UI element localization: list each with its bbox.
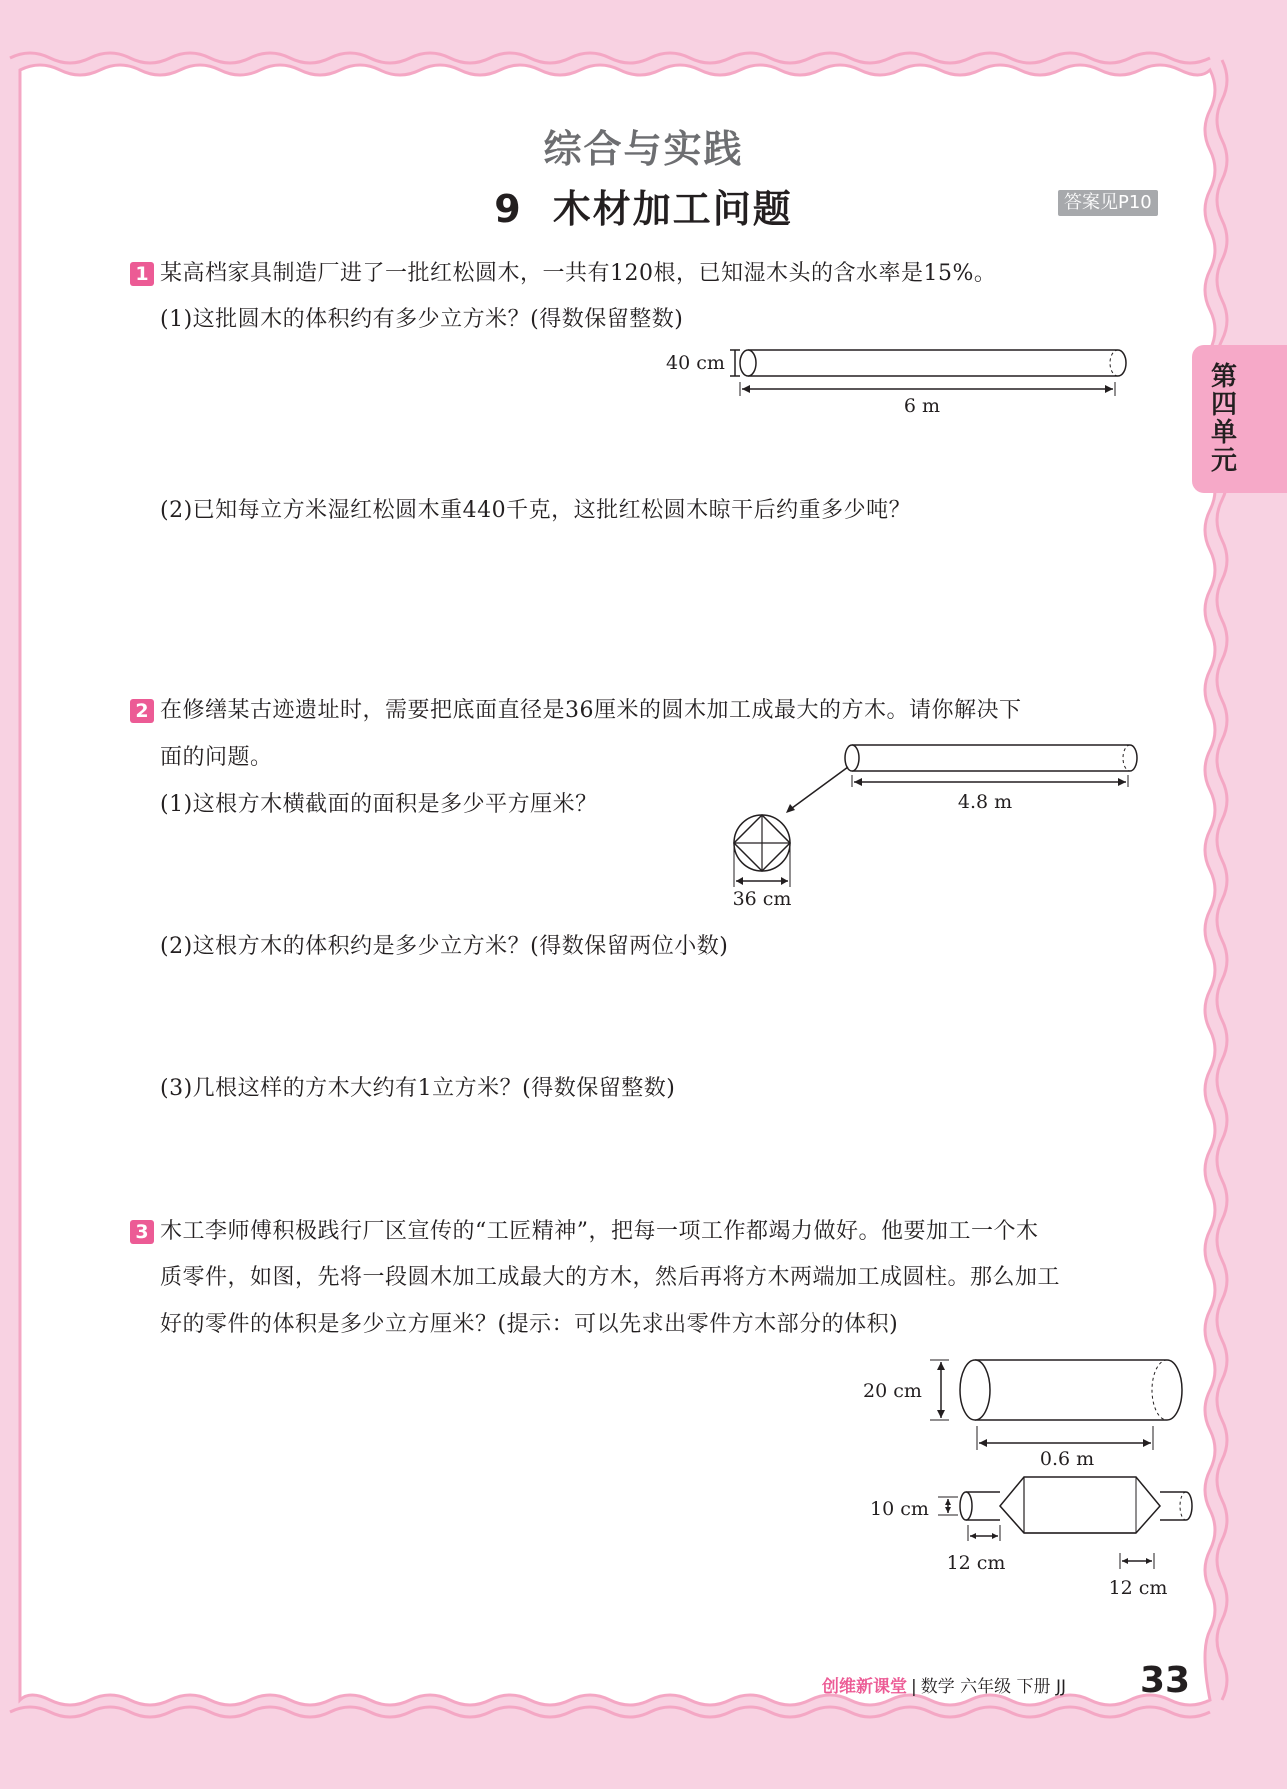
q1-part-2: (2)已知每立方米湿红松圆木重440千克，这批红松圆木晾干后约重多少吨？ <box>160 498 912 523</box>
q3-right-end-label: 12 cm <box>1108 1577 1168 1599</box>
q2-part-1: (1)这根方木横截面的面积是多少平方厘米？ <box>160 792 598 817</box>
q3-right-cylinder-end <box>1186 1492 1192 1520</box>
lesson-title-text: 木材加工问题 <box>552 187 793 231</box>
q2-diameter-label: 36 cm <box>732 888 792 910</box>
unit-tab <box>1192 345 1287 493</box>
section-category: 综合与实践 <box>543 127 744 171</box>
footer-edition: JJ <box>1055 1677 1066 1697</box>
q2-length-label: 4.8 m <box>957 791 1013 813</box>
footer-volume: 下册 <box>1016 1677 1051 1697</box>
q3-stem-line-3: 好的零件的体积是多少立方厘米？(提示：可以先求出零件方木部分的体积) <box>160 1312 899 1337</box>
footer-subject: 数学 <box>920 1677 955 1697</box>
footer-separator: | <box>911 1677 917 1697</box>
page-number: 33 <box>1140 1660 1191 1701</box>
q2-stem-line-2: 面的问题。 <box>160 745 273 770</box>
q1-diameter-label: 40 cm <box>666 352 725 374</box>
footer-grade: 六年级 <box>960 1677 1012 1697</box>
question-number-2: 2 <box>130 699 154 723</box>
q1-log-figure <box>660 340 1140 420</box>
unit-tab-label: 第 四 单 元 <box>1210 362 1237 476</box>
q2-part-3: (3)几根这样的方木大约有1立方米？(得数保留整数) <box>160 1076 676 1101</box>
q2-log-figure <box>720 735 1140 915</box>
q3-end-diameter-label: 10 cm <box>870 1498 929 1520</box>
q3-left-cylinder-end <box>960 1492 972 1520</box>
q3-log-diameter-label: 20 cm <box>863 1380 922 1402</box>
q3-log-length-label: 0.6 m <box>1039 1448 1095 1470</box>
footer-series <box>822 1672 1066 1697</box>
lesson-number: 9 <box>494 187 523 231</box>
question-number-1: 1 <box>130 262 154 286</box>
footer-brand: 创维新课堂 <box>822 1677 907 1697</box>
q3-log-figure <box>855 1350 1185 1470</box>
answer-reference-badge: 答案见P10 <box>1058 190 1158 216</box>
q3-part-figure <box>860 1475 1190 1605</box>
q3-stem-line-2: 质零件，如图，先将一段圆木加工成最大的方木，然后再将方木两端加工成圆柱。那么加工 <box>160 1265 1061 1290</box>
q3-log-left-end <box>960 1360 990 1420</box>
q2-pointer-arrow <box>788 767 848 811</box>
q1-log-right-end <box>1118 350 1126 376</box>
q1-length-label: 6 m <box>903 395 941 417</box>
question-number-3: 3 <box>130 1220 154 1244</box>
q1-part-1: (1)这批圆木的体积约有多少立方米？(得数保留整数) <box>160 307 684 332</box>
q1-stem: 某高档家具制造厂进了一批红松圆木，一共有120根，已知湿木头的含水率是15%。 <box>160 261 997 286</box>
q2-part-2: (2)这根方木的体积约是多少立方米？(得数保留两位小数) <box>160 934 729 959</box>
q2-stem-line-1: 在修缮某古迹遗址时，需要把底面直径是36厘米的圆木加工成最大的方木。请你解决下 <box>160 698 1022 723</box>
q3-left-end-label: 12 cm <box>946 1552 1006 1574</box>
q3-stem-line-1: 木工李师傅积极践行厂区宣传的“工匠精神”，把每一项工作都竭力做好。他要加工一个木 <box>160 1219 1039 1244</box>
q1-log-left-end <box>740 350 756 376</box>
